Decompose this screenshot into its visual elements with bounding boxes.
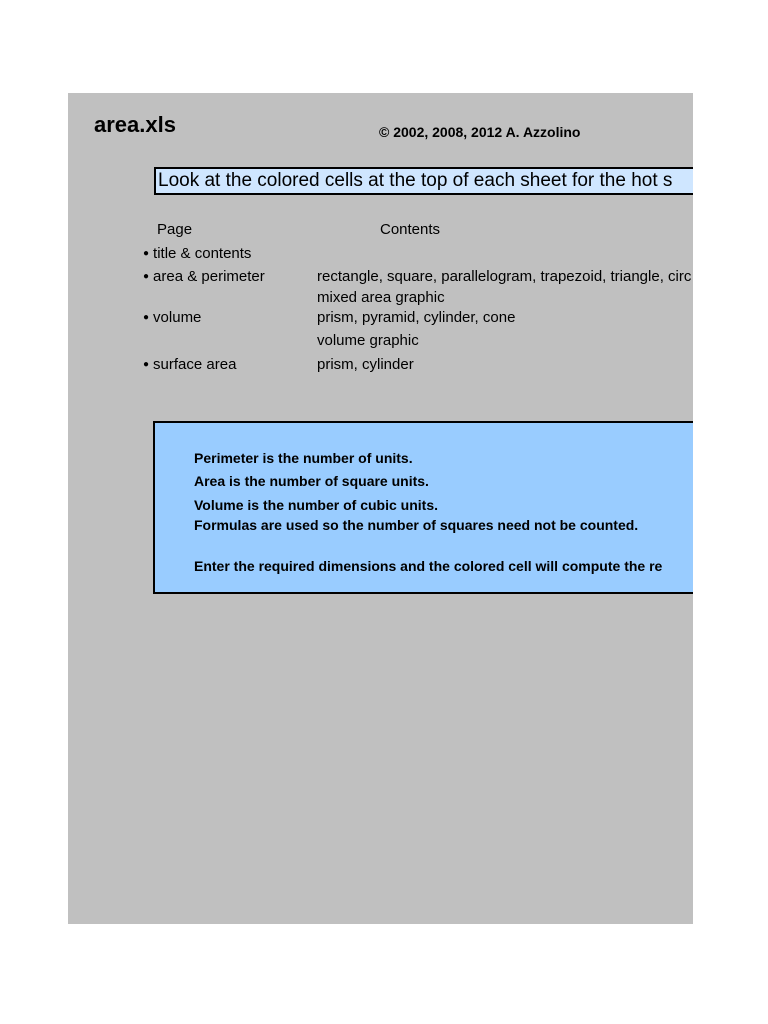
page-name: title & contents <box>153 245 252 262</box>
info-line: Volume is the number of cubic units. <box>194 497 438 513</box>
contents-text: rectangle, square, parallelogram, trapezoid, triangle, circ <box>317 268 692 285</box>
list-item-page <box>143 356 236 373</box>
info-line: Perimeter is the number of units. <box>194 450 413 466</box>
info-line: Area is the number of square units. <box>194 473 429 489</box>
header-contents: Contents <box>380 221 441 238</box>
page-name: volume <box>153 309 202 326</box>
bullet-icon: ● <box>143 312 150 323</box>
contents-text: prism, cylinder <box>317 356 414 373</box>
info-line: Enter the required dimensions and the colored cell will compute the re <box>194 558 663 574</box>
spreadsheet-page <box>68 93 693 924</box>
header-page: Page <box>157 221 193 238</box>
page-name: surface area <box>153 356 237 373</box>
list-item-page <box>143 268 265 285</box>
list-item-page <box>143 309 201 326</box>
info-line: Formulas are used so the number of squares need not be counted. <box>194 517 639 533</box>
bullet-icon: ● <box>143 359 150 370</box>
bullet-icon: ● <box>143 248 150 259</box>
info-box <box>153 421 693 594</box>
hot-cells-note-cell: Look at the colored cells at the top of each sheet for the hot s <box>154 167 693 195</box>
document-title: area.xls <box>94 112 176 137</box>
copyright-notice: © 2002, 2008, 2012 A. Azzolino <box>379 124 581 140</box>
contents-text: volume graphic <box>317 332 419 349</box>
page-name: area & perimeter <box>153 268 265 285</box>
bullet-icon: ● <box>143 271 150 282</box>
contents-text: mixed area graphic <box>317 289 445 306</box>
contents-text: prism, pyramid, cylinder, cone <box>317 309 516 326</box>
list-item-page <box>143 245 251 262</box>
